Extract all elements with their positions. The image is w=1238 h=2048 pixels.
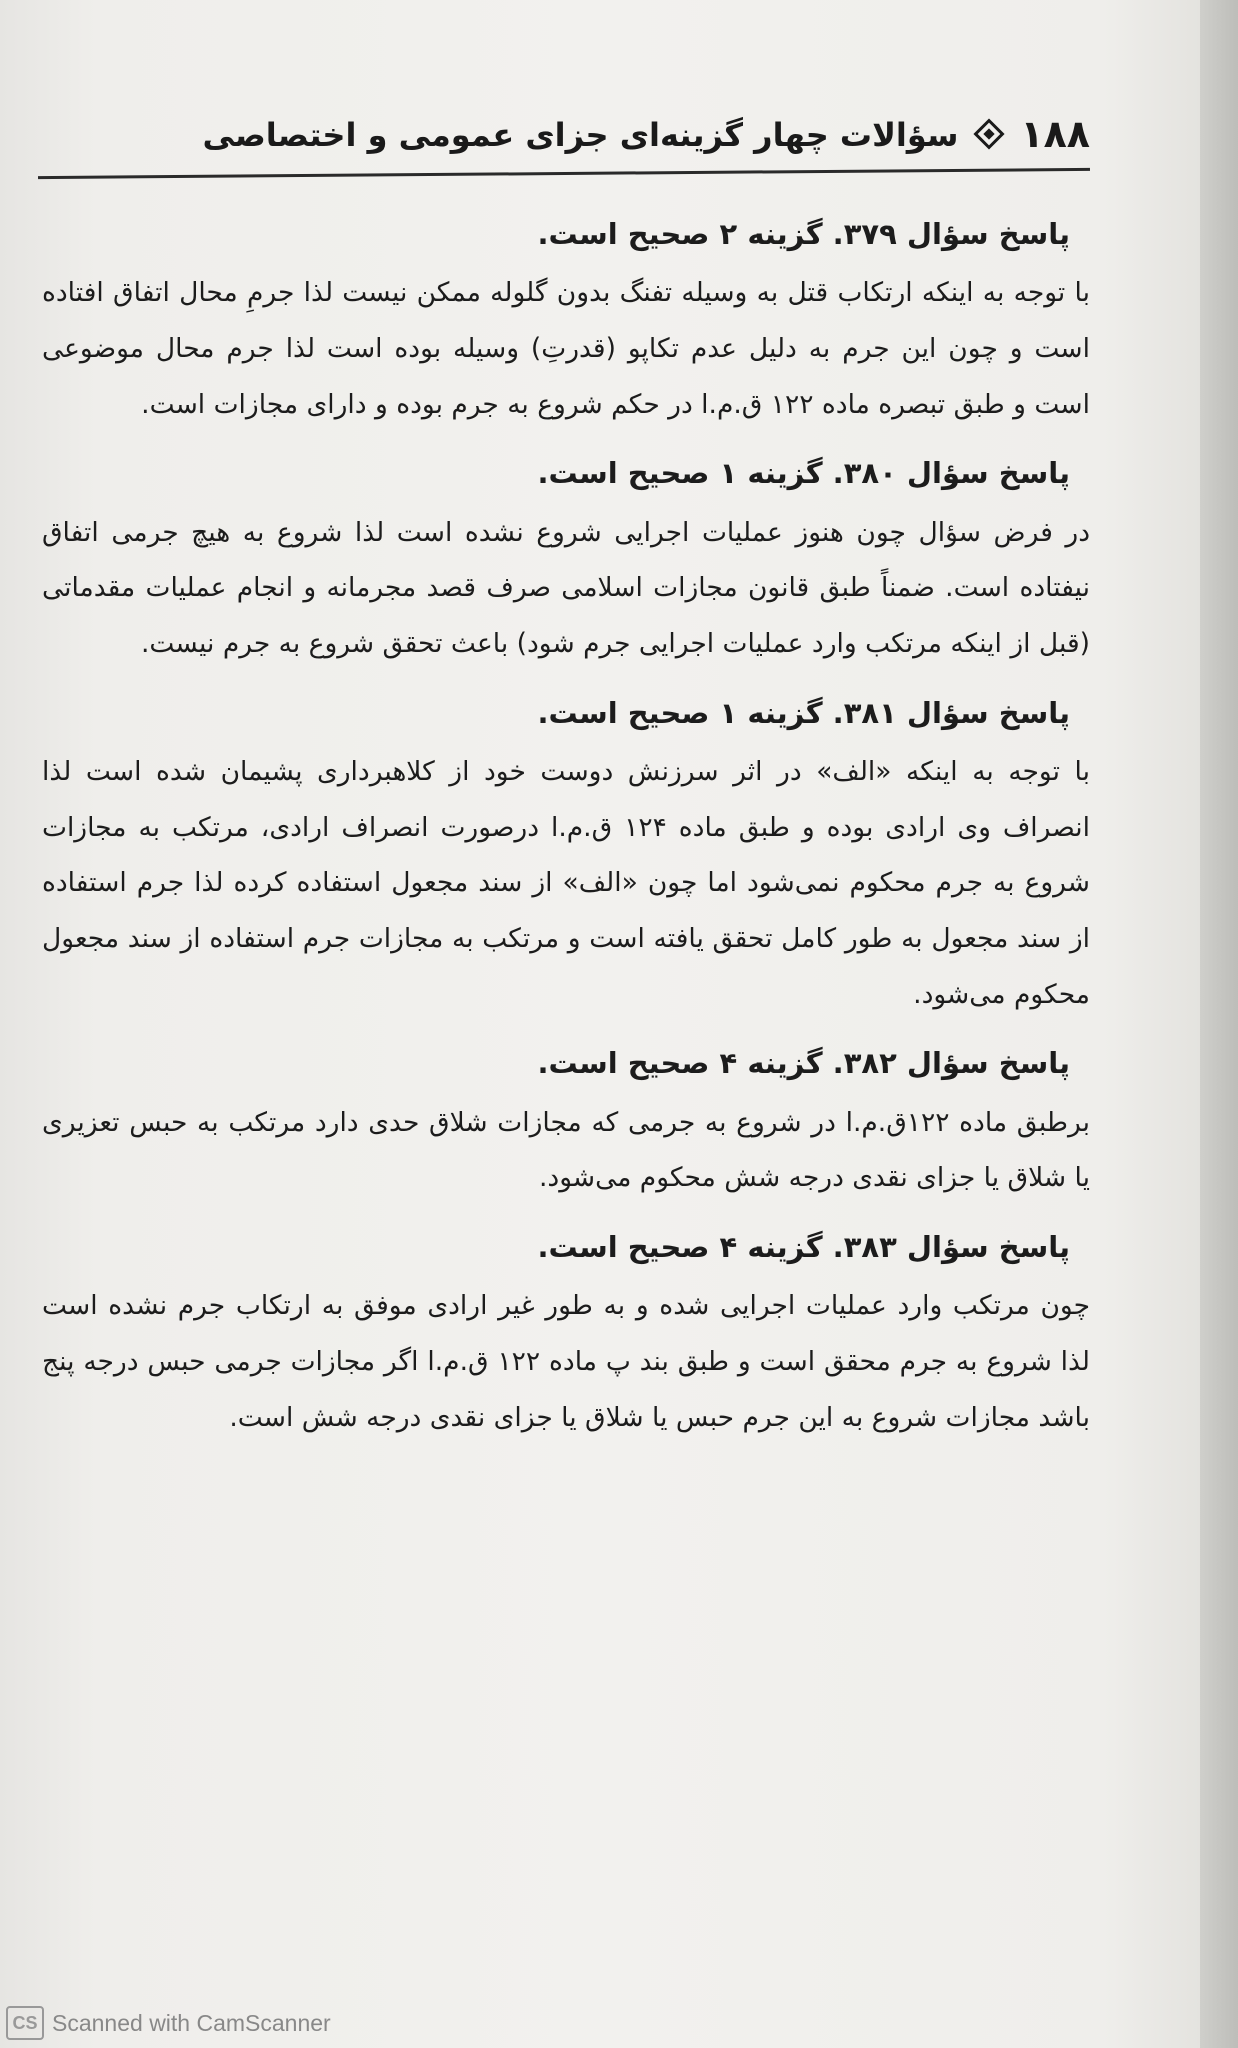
page-number: ۱۸۸ [1020, 112, 1090, 156]
header-divider [38, 168, 1090, 179]
camscanner-logo-icon: CS [6, 2006, 44, 2040]
answer-paragraph: با توجه به اینکه «الف» در اثر سرزنش دوست خود از کلاهبرداری پشیمان شده است لذا انصراف وی ارادی بوده و طبق ماده ۱۲۴ ق.م.ا درصورت انصراف ارادی، مرتکب به مجازات شروع به جرم محکوم نمی‌شود اما چون «الف» از سند مجعول استفاده کرده لذا جرم استفاده از سند مجعول به طور کامل تحقق یافته است و مرتکب به مجازات جرم استفاده از سند مجعول محکوم می‌شود. [42, 756, 1090, 1010]
answer-block-379 [42, 211, 1090, 432]
running-title: سؤالات چهار گزینه‌ای جزای عمومی و اختصاصی [202, 115, 959, 154]
answer-paragraph: برطبق ماده ۱۲۲ق.م.ا در شروع به جرمی که مجازات شلاق حدی دارد مرتکب به حبس تعزیری یا شلاق یا جزای نقدی درجه شش محکوم می‌شود. [42, 1106, 1090, 1194]
question-heading: پاسخ سؤال ۳۸۱. گزینه ۱ صحیح است. [537, 695, 1070, 730]
question-heading: پاسخ سؤال ۳۸۳. گزینه ۴ صحیح است. [537, 1229, 1070, 1264]
answer-paragraph: در فرض سؤال چون هنوز عملیات اجرایی شروع نشده است لذا شروع به هیچ جرمی اتفاق نیفتاده است. ضمناً طبق قانون مجازات اسلامی صرف قصد مجرمانه و انجام عملیات مقدماتی (قبل از اینکه مرتکب وارد عملیات اجرایی جرم شود) باعث تحقق شروع به جرم نیست. [42, 516, 1090, 659]
diamond-ornament-icon [974, 118, 1005, 149]
answer-block-380 [42, 450, 1090, 671]
page-body [42, 205, 1090, 1463]
page-header [40, 95, 1090, 156]
page-edge [1200, 0, 1238, 2048]
question-heading: پاسخ سؤال ۳۷۹. گزینه ۲ صحیح است. [537, 217, 1070, 251]
question-heading: پاسخ سؤال ۳۸۲. گزینه ۴ صحیح است. [537, 1046, 1070, 1081]
answer-block-383 [42, 1224, 1090, 1445]
scanner-watermark [6, 2006, 331, 2040]
answer-paragraph: چون مرتکب وارد عملیات اجرایی شده و به طور غیر ارادی موفق به ارتکاب جرم نشده است لذا شروع به جرم محقق است و طبق بند پ ماده ۱۲۲ ق.م.ا اگر مجازات جرمی حبس درجه پنج باشد مجازات شروع به این جرم حبس یا شلاق یا جزای نقدی درجه شش است. [42, 1290, 1090, 1433]
answer-block-381 [42, 690, 1090, 1023]
question-heading: پاسخ سؤال ۳۸۰. گزینه ۱ صحیح است. [537, 456, 1070, 491]
answer-paragraph: با توجه به اینکه ارتکاب قتل به وسیله تفنگ بدون گلوله ممکن نیست لذا جرمِ محال اتفاق افتاده است و چون این جرم به دلیل عدم تکاپو (قدرتِ) وسیله بوده است لذا جرم محال موضوعی است و طبق تبصره ماده ۱۲۲ ق.م.ا در حکم شروع به جرم بوده و دارای مجازات است. [42, 277, 1090, 420]
scanner-text: Scanned with CamScanner [52, 2009, 331, 2036]
answer-block-382 [42, 1040, 1090, 1206]
